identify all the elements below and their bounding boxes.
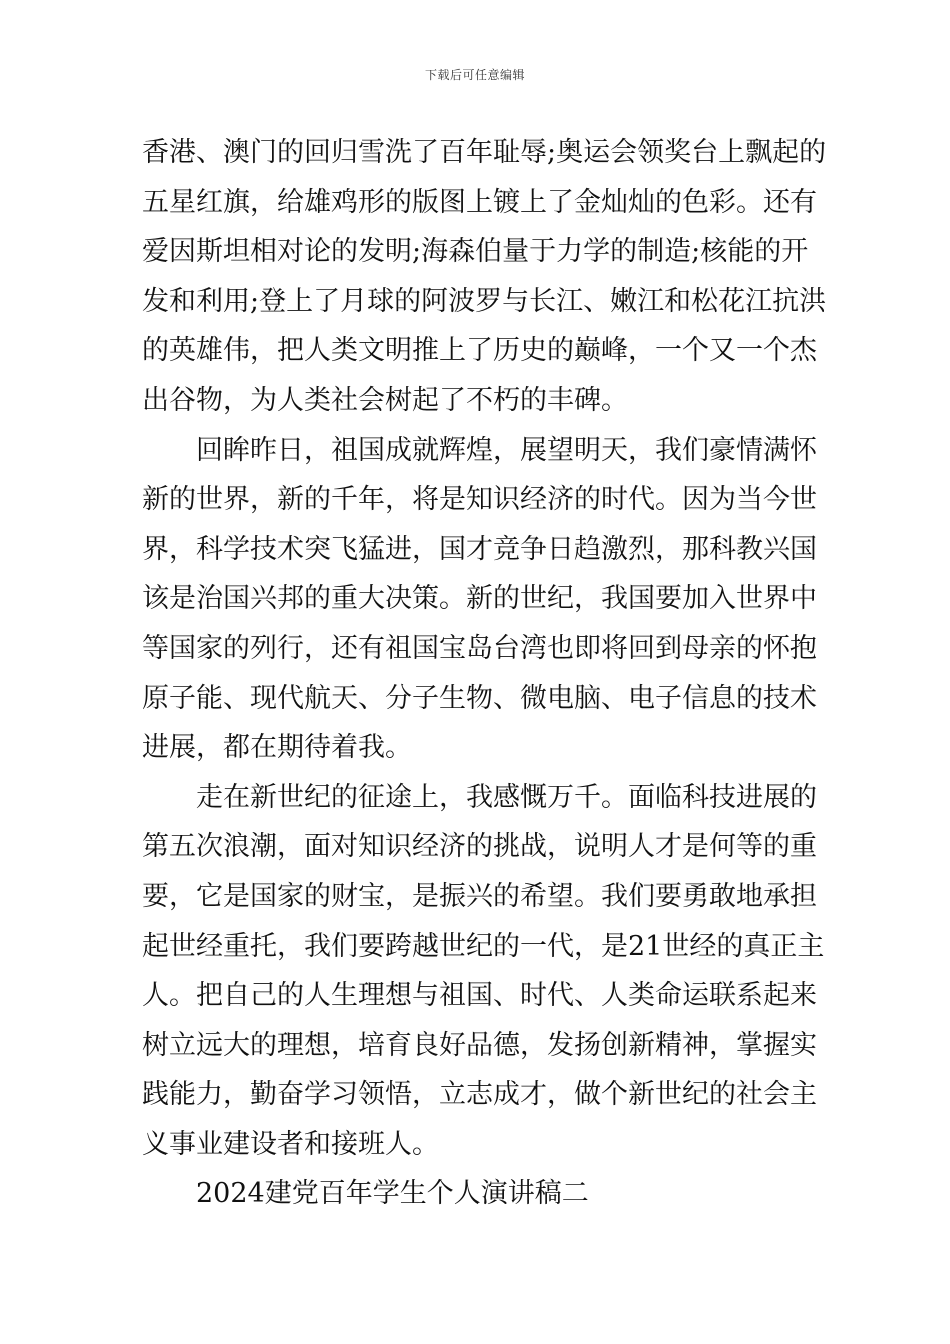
text-line: 起世经重托，我们要跨越世纪的一代，是21世经的真正主	[142, 930, 825, 962]
text-line: 要，它是国家的财宝，是振兴的希望。我们要勇敢地承担	[142, 880, 817, 912]
paragraph-start-line: 走在新世纪的征途上，我感慨万千。面临科技进展的	[196, 781, 817, 813]
text-line: 爱因斯坦相对论的发明;海森伯量于力学的制造;核能的开	[142, 236, 809, 268]
text-line: 树立远大的理想，培育良好品德，发扬创新精神，掌握实	[142, 1029, 817, 1061]
paragraph-start-line: 回眸昨日，祖国成就辉煌，展望明天，我们豪情满怀	[196, 434, 817, 466]
document-body	[142, 128, 827, 1219]
text-line: 发和利用;登上了月球的阿波罗与长江、嫩江和松花江抗洪	[142, 285, 827, 317]
section-heading: 2024建党百年学生个人演讲稿二	[196, 1178, 589, 1210]
text-line: 原子能、现代航天、分子生物、微电脑、电子信息的技术	[142, 682, 817, 714]
text-line: 第五次浪潮，面对知识经济的挑战，说明人才是何等的重	[142, 831, 817, 863]
text-line: 义事业建设者和接班人。	[142, 1128, 439, 1160]
text-line: 五星红旗，给雄鸡形的版图上镀上了金灿灿的色彩。还有	[142, 186, 817, 218]
text-line: 出谷物，为人类社会树起了不朽的丰碑。	[142, 384, 628, 416]
text-line: 的英雄伟，把人类文明推上了历史的巅峰，一个又一个杰	[142, 335, 817, 367]
text-line: 该是治国兴邦的重大决策。新的世纪，我国要加入世界中	[142, 583, 817, 615]
page-header: 下载后可任意编辑	[424, 68, 525, 82]
text-line: 新的世界，新的千年，将是知识经济的时代。因为当今世	[142, 484, 817, 516]
text-line: 人。把自己的人生理想与祖国、时代、人类命运联系起来	[142, 980, 817, 1012]
text-line: 香港、澳门的回归雪洗了百年耻辱;奥运会领奖台上飘起的	[142, 137, 827, 168]
text-line: 界，科学技术突飞猛进，国才竞争日趋激烈，那科教兴国	[142, 533, 817, 565]
text-line: 进展，都在期待着我。	[142, 732, 412, 764]
text-line: 等国家的列行，还有祖国宝岛台湾也即将回到母亲的怀抱	[142, 632, 817, 664]
text-line: 践能力，勤奋学习领悟，立志成才，做个新世纪的社会主	[142, 1079, 817, 1111]
